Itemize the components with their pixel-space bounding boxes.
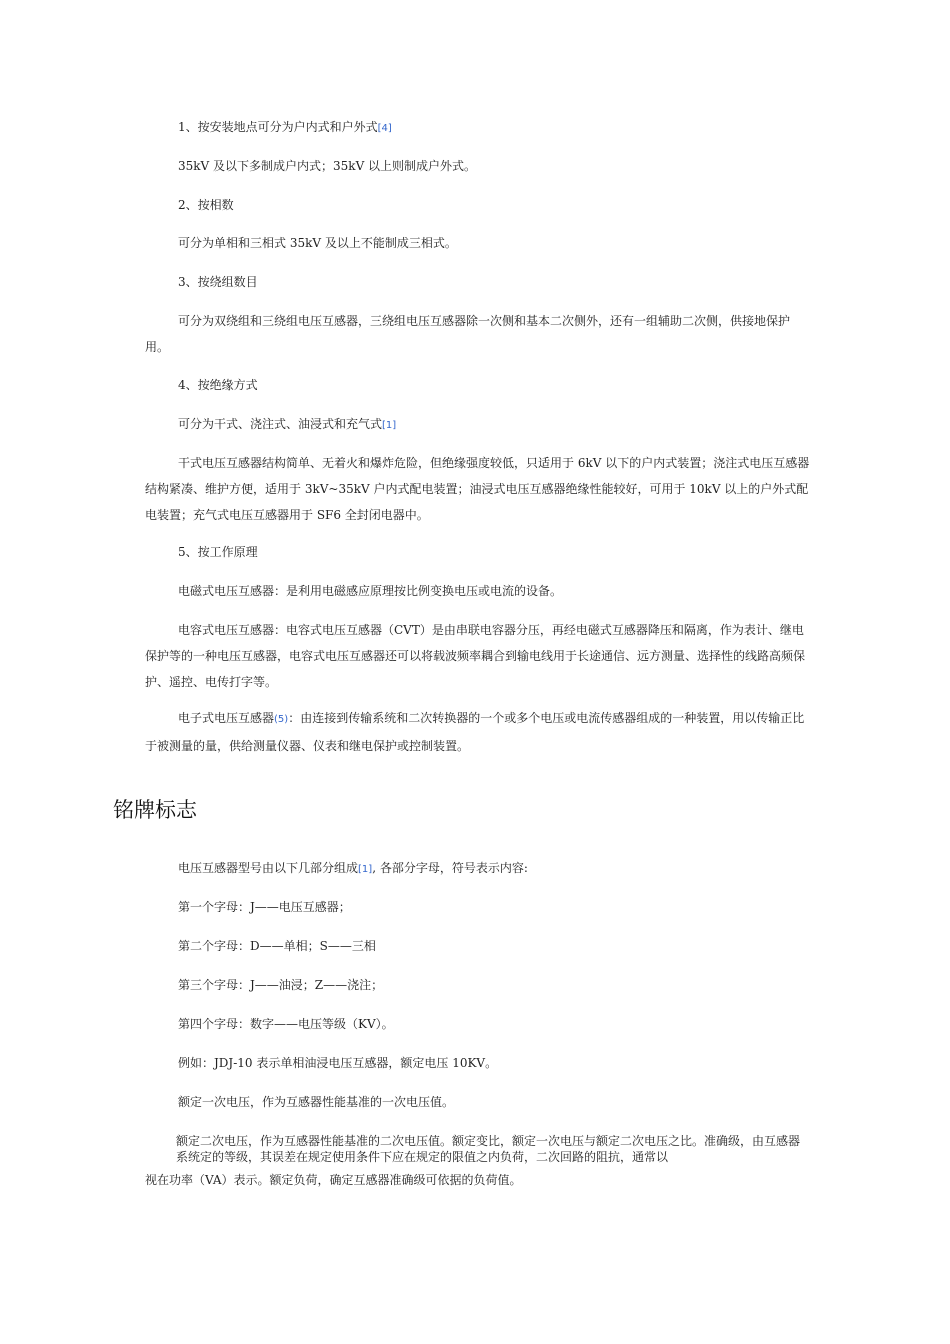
paragraph-insulation-details: 干式电压互感器结构简单、无着火和爆炸危险，但绝缘强度较低，只适用于 6kV 以下的户内式装置；浇注式电压互感器结构紧凑、维护方便，适用于 3kV~35kV 户内式配电装置；油浸式电压互感器绝缘性能较好，可用于 10kV 以上的户外式配电装置；充气式电压互感器用于 SF6 全封闭电器中。 [145,456,810,522]
heading-working-principle: 5、按工作原理 [178,545,258,559]
paragraph-first-letter: 第一个字母：J——电压互感器； [178,900,351,914]
paragraph-winding-count: 可分为双绕组和三绕组电压互感器，三绕组电压互感器除一次侧和基本二次侧外，还有一组辅助二次侧，供接地保护用。 [145,314,791,354]
paragraph-electronic [145,705,810,759]
heading-winding-count: 3、按绕组数目 [178,275,258,289]
paragraph-text: 电压互感器型号由以下几部分组成 [178,861,359,875]
paragraph-text: 1、按安装地点可分为户内式和户外式 [178,120,378,134]
paragraph-second-letter: 第二个字母：D——单相；S——三相 [178,939,376,953]
paragraph-rated-primary: 额定一次电压，作为互感器性能基准的一次电压值。 [178,1095,455,1109]
section-heading-nameplate: 铭牌标志 [113,798,197,822]
paragraph-apparent-power: 视在功率（VA）表示。额定负荷，确定互感器准确级可依据的负荷值。 [145,1173,522,1187]
paragraph-capacitive: 电容式电压互感器：电容式电压互感器（CVT）是由串联电容器分压，再经电磁式互感器降压和隔离，作为表计、继电保护等的一种电压互感器，电容式电压互感器还可以将载波频率耦合到输电线用于长途通信、远方测量、选择性的线路高频保护、遥控、电传打字等。 [145,623,806,689]
paragraph-text: , 各部分字母，符号表示内容: [372,861,528,875]
paragraph-text: 电子式电压互感器 [178,711,275,725]
reference-link[interactable]: (5) [274,714,289,725]
reference-link[interactable]: [1] [382,420,397,431]
paragraph-install-location [145,114,810,142]
paragraph-indoor-outdoor: 35kV 及以下多制成户内式；35kV 以上则制成户外式。 [178,159,477,173]
paragraph-example: 例如：JDJ-10 表示单相油浸电压互感器，额定电压 10KV。 [178,1056,498,1070]
reference-link[interactable]: [4] [377,123,392,134]
paragraph-rated-secondary: 额定二次电压，作为互感器性能基准的二次电压值。额定变比，额定一次电压与额定二次电压之比。准确级，由互感器系统定的等级，其误差在规定使用条件下应在规定的限值之内负荷，二次回路的阻抗，通常以 [176,1134,801,1164]
paragraph-fourth-letter: 第四个字母：数字——电压等级（KV）。 [178,1017,394,1031]
heading-insulation: 4、按绝缘方式 [178,378,258,392]
paragraph-text: 可分为干式、浇注式、油浸式和充气式 [178,417,383,431]
paragraph-electromagnetic: 电磁式电压互感器：是利用电磁感应原理按比例变换电压或电流的设备。 [178,584,563,598]
paragraph-model-composition [145,855,810,883]
heading-phase-count: 2、按相数 [178,198,234,212]
paragraph-phase-count: 可分为单相和三相式 35kV 及以上不能制成三相式。 [178,236,457,250]
paragraph-third-letter: 第三个字母：J——油浸；Z——浇注； [178,978,384,992]
paragraph-insulation [145,411,810,439]
reference-link[interactable]: [1] [358,864,373,875]
paragraph-text: ：由连接到传输系统和二次转换器的一个或多个电压或电流传感器组成的一种装置，用以传输正比于被测量的量，供给测量仪器、仪表和继电保护或控制装置。 [145,711,805,753]
